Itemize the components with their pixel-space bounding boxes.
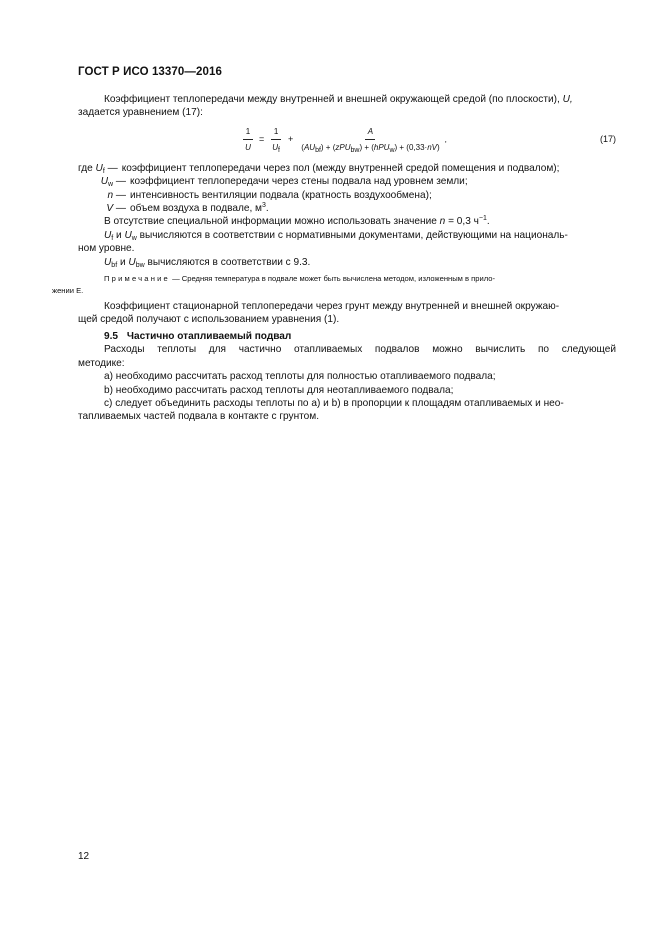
note-block (52, 273, 616, 296)
equation-number: (17) (599, 133, 616, 144)
list-item-a: а) необходимо рассчитать расход теплоты для полностью отапливаемого подвала; (104, 371, 496, 383)
page-content (52, 93, 616, 424)
definitions-list (78, 162, 616, 216)
note-text-line1: — Средняя температура в подвале может быть вычислена методом, изложенным в прило- (172, 274, 495, 284)
intro-symbol-u: U, (562, 94, 573, 105)
term1-numerator: 1 (271, 125, 281, 140)
term1-fraction (270, 125, 282, 155)
intro-paragraph (78, 93, 616, 106)
definition-uw-text: коэффициент теплопередачи через стены подвала над уровнем земли; (130, 176, 468, 188)
lhs-denominator: U (245, 143, 251, 153)
definition-v: V — объем воздуха в подвале, $м^3$. (106, 202, 269, 215)
ubf-ubw-paragraph: $U_{bf}$ и $U_{bw}$ вычисляются в соответствии с 9.3. (104, 256, 311, 269)
lhs-fraction (243, 125, 253, 155)
definition-v-text: объем воздуха в подвале, $м^3$. (130, 202, 269, 215)
where-word: где (78, 162, 93, 174)
lhs-numerator: 1 (243, 125, 253, 140)
term2-numerator: A (367, 126, 374, 136)
uf-uw-paragraph: $U_f$ и $U_w$ вычисляются в соответствии с нормативными документами, действующими на националь- (104, 229, 568, 242)
default-value-paragraph: В отсутствие специальной информации можно использовать значение n = 0,3 $ч^{-1}$. (104, 215, 490, 228)
partial-paragraph-line1: Расходы теплоты для частично отапливаемых подвалов можно вычислить по следующей (104, 344, 616, 356)
list-item-b: b) необходимо рассчитать расход теплоты для неотапливаемого подвала; (104, 384, 454, 396)
definition-n: n — интенсивность вентиляции подвала (кратность воздухообмена); (107, 189, 432, 201)
steady-paragraph-line1: Коэффициент стационарной теплопередачи через грунт между внутренней и внешней окружаю- (104, 301, 560, 313)
note-label: Примечание (104, 274, 170, 284)
list-item-c-line2: тапливаемых частей подвала в контакте с грунтом. (78, 411, 320, 423)
definition-uf-text: коэффициент теплопередачи через пол (между внутренней средой помещения и подвалом); (121, 162, 560, 174)
definition-uf: где $U_f$ — коэффициент теплопередачи через пол (между внутренней средой помещения и подвалом); (78, 162, 560, 175)
steps-list (78, 370, 616, 424)
section-heading (78, 330, 616, 343)
term1-denominator: $U_f$ (272, 143, 280, 155)
term2-fraction (299, 125, 441, 155)
intro-line2: задается уравнением (17): (78, 107, 203, 119)
term2-denominator: $(AU_{bf}) + (zPU_{bw}) + (hPU_w) + (0,33\cdot nV)$ (301, 143, 440, 155)
steady-paragraph-line2: щей средой получают с использованием уравнения (1). (78, 314, 340, 326)
definition-uw: $U_w$ — коэффициент теплопередачи через стены подвала над уровнем земли; (100, 176, 468, 189)
partial-paragraph-line2: методике: (78, 357, 125, 369)
page-number: 12 (78, 851, 90, 862)
section-number: 9.5 (104, 330, 119, 342)
definition-n-text: интенсивность вентиляции подвала (кратность воздухообмена); (130, 189, 432, 201)
intro-line1: Коэффициент теплопередачи между внутренней и внешней окружающей средой (по плоскости), (104, 94, 560, 105)
equation-trailing-comma: , (444, 135, 447, 145)
page-header: ГОСТ Р ИСО 13370—2016 (78, 66, 223, 78)
plus-sign: + (288, 134, 294, 145)
equation-body (240, 121, 447, 159)
section-title: Частично отапливаемый подвал (126, 330, 292, 342)
equals-sign: = (259, 134, 265, 145)
list-item-c: с) следует объединить расходы теплоты по а) и b) в пропорции к площадям отапливаемых и нео- (104, 397, 564, 409)
equation-17 (78, 121, 616, 159)
note-text-line2: жении Е. (52, 285, 84, 295)
uf-uw-paragraph-line2: ном уровне. (78, 243, 135, 255)
